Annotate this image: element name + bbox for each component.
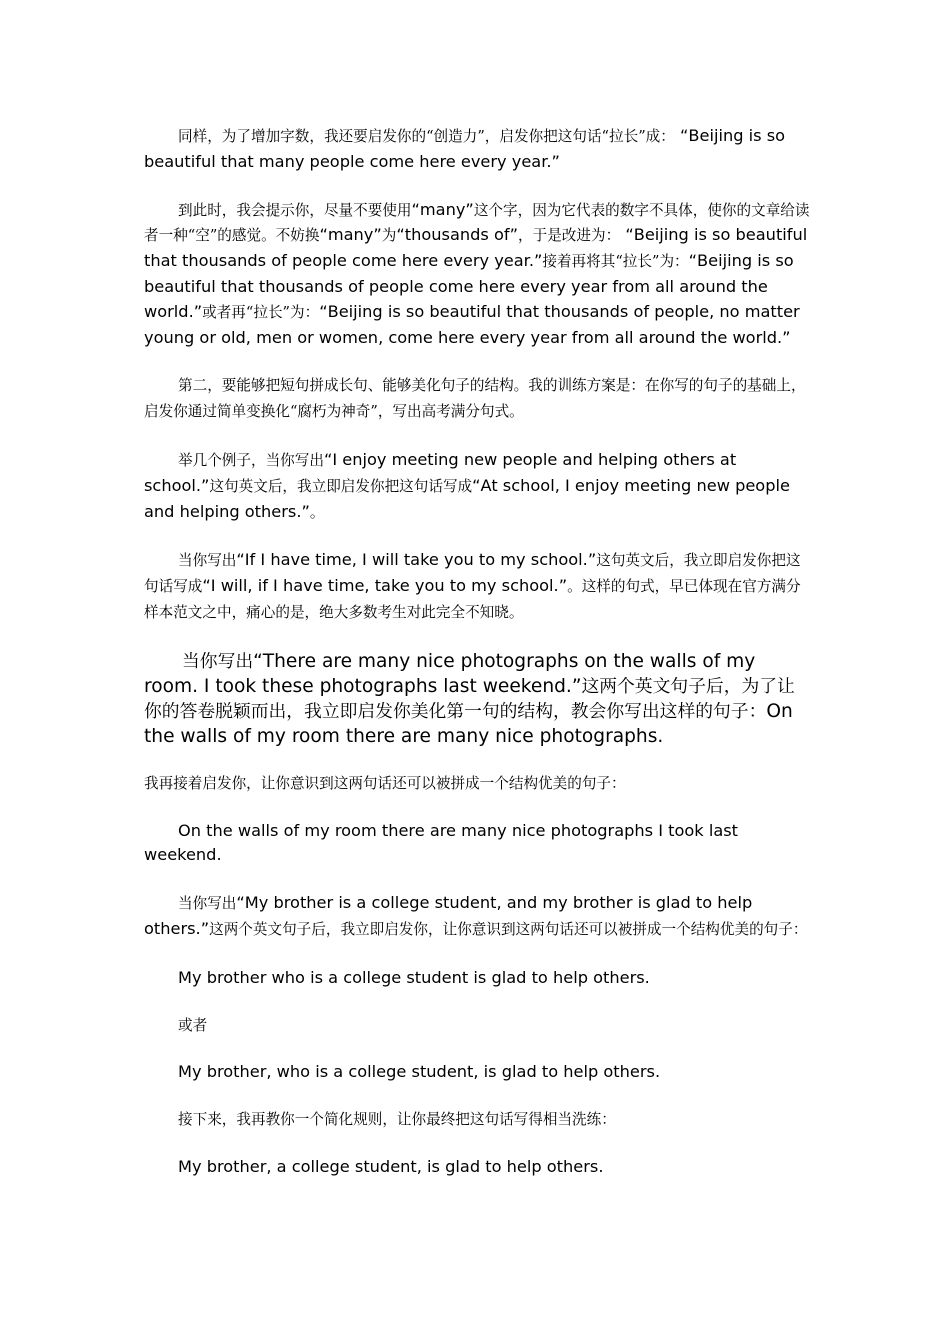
- paragraph-or: [144, 1013, 810, 1039]
- example-sentence: “If I have time, I will take you to my school.”: [236, 550, 597, 570]
- example-brother-appositive: [144, 1155, 810, 1180]
- paragraph-text: 。: [309, 503, 325, 521]
- example-sentence: “My brother is a college student, and my brother is glad to help others.”: [144, 893, 753, 938]
- paragraph-text: ，于是改进为：: [518, 227, 621, 245]
- paragraph-example-photographs: [144, 649, 810, 749]
- paragraph-text: 或者: [178, 1016, 208, 1034]
- paragraph-text: 为: [381, 227, 397, 245]
- paragraph-combine-hint: [144, 771, 810, 797]
- example-sentence: “Beijing is so beautiful that many people come here every year.”: [144, 126, 786, 171]
- example-brother-nonrestrictive: [144, 1060, 810, 1085]
- paragraph-text: 这两个英文句子后，我立即启发你，让你意识到这两句话还可以被拼成一个结构优美的句子：: [209, 920, 808, 938]
- paragraph-text: 这两个英文句子后，为了让你的答卷脱颖而出，我立即启发你美化第一句的结构，教会你写出这样的句子：: [144, 675, 795, 722]
- example-sentence: My brother, a college student, is glad to help others.: [178, 1156, 604, 1176]
- paragraph-text: 到此时，我会提示你，尽量不要使用: [178, 201, 412, 219]
- example-sentence: My brother, who is a college student, is glad to help others.: [178, 1062, 661, 1082]
- paragraph-text: 举几个例子，当你写出: [178, 451, 324, 469]
- example-word: “many”: [319, 225, 382, 245]
- paragraph-text: 这句英文后，我立即启发你把这句话写成: [209, 477, 473, 495]
- paragraph-text: 。这样的句式，早已体现在官方满分样本范文之中，痛心的是，绝大多数考生对此完全不知晓。: [144, 578, 801, 621]
- paragraph-simplify-rule: [144, 1107, 810, 1133]
- example-word: “thousands of”: [396, 225, 519, 245]
- example-sentence: “Beijing is so beautiful that thousands of people, no matter young or old, men or women, come here every year from all around the world.”: [144, 301, 800, 347]
- example-sentence: “I enjoy meeting new people and helping others at school.”: [144, 449, 737, 495]
- document-body: [144, 124, 810, 1180]
- paragraph-text: 当你写出: [178, 895, 237, 913]
- example-combined-photographs: [144, 819, 810, 869]
- example-sentence: On the walls of my room there are many nice photographs.: [144, 700, 793, 747]
- paragraph-avoid-many: [144, 198, 810, 351]
- example-sentence: On the walls of my room there are many nice photographs I took last weekend.: [144, 820, 739, 865]
- paragraph-second-point: [144, 373, 810, 425]
- example-sentence: “I will, if I have time, take you to my school.”: [202, 576, 568, 596]
- example-sentence: “There are many nice photographs on the walls of my room. I took these photographs last weekend.”: [144, 650, 756, 697]
- example-sentence: “Beijing is so beautiful that thousands of people come here every year from all around the world.”: [144, 251, 794, 321]
- paragraph-text: 这句英文后，我立即启发你把这句话写成: [144, 552, 801, 596]
- paragraph-text: 我再接着启发你，让你意识到这两句话还可以被拼成一个结构优美的句子：: [144, 774, 626, 792]
- paragraph-text: 当你写出: [178, 552, 237, 570]
- paragraph-text: 接着再将其“拉长”为：: [542, 253, 689, 271]
- paragraph-text: 第二，要能够把短句拼成长句、能够美化句子的结构。我的训练方案是：在你写的句子的基础上，启发你通过简单变换化“腐朽为神奇”，写出高考满分句式。: [144, 377, 806, 421]
- paragraph-text: 或者再“拉长”为：: [202, 303, 320, 321]
- paragraph-text: 同样，为了增加字数，我还要启发你的“创造力”，启发你把这句话“拉长”成：: [178, 128, 675, 145]
- paragraph-example-school: [144, 448, 810, 525]
- example-sentence: “Beijing is so beautiful that thousands of people come here every year.”: [144, 225, 808, 271]
- paragraph-lengthen-intro: [144, 124, 810, 175]
- paragraph-example-brother: [144, 891, 810, 943]
- example-word: “many”: [411, 199, 474, 219]
- example-sentence: “At school, I enjoy meeting new people and helping others.”: [144, 475, 790, 521]
- example-sentence: My brother who is a college student is glad to help others.: [178, 967, 650, 987]
- paragraph-text: 接下来，我再教你一个简化规则，让你最终把这句话写得相当洗练：: [178, 1111, 616, 1129]
- paragraph-text: 这个字，因为它代表的数字不具体，使你的文章给读者一种“空”的感觉。不妨换: [144, 201, 810, 245]
- paragraph-text: 当你写出: [182, 650, 254, 672]
- paragraph-example-time: [144, 548, 810, 625]
- example-brother-restrictive: [144, 966, 810, 991]
